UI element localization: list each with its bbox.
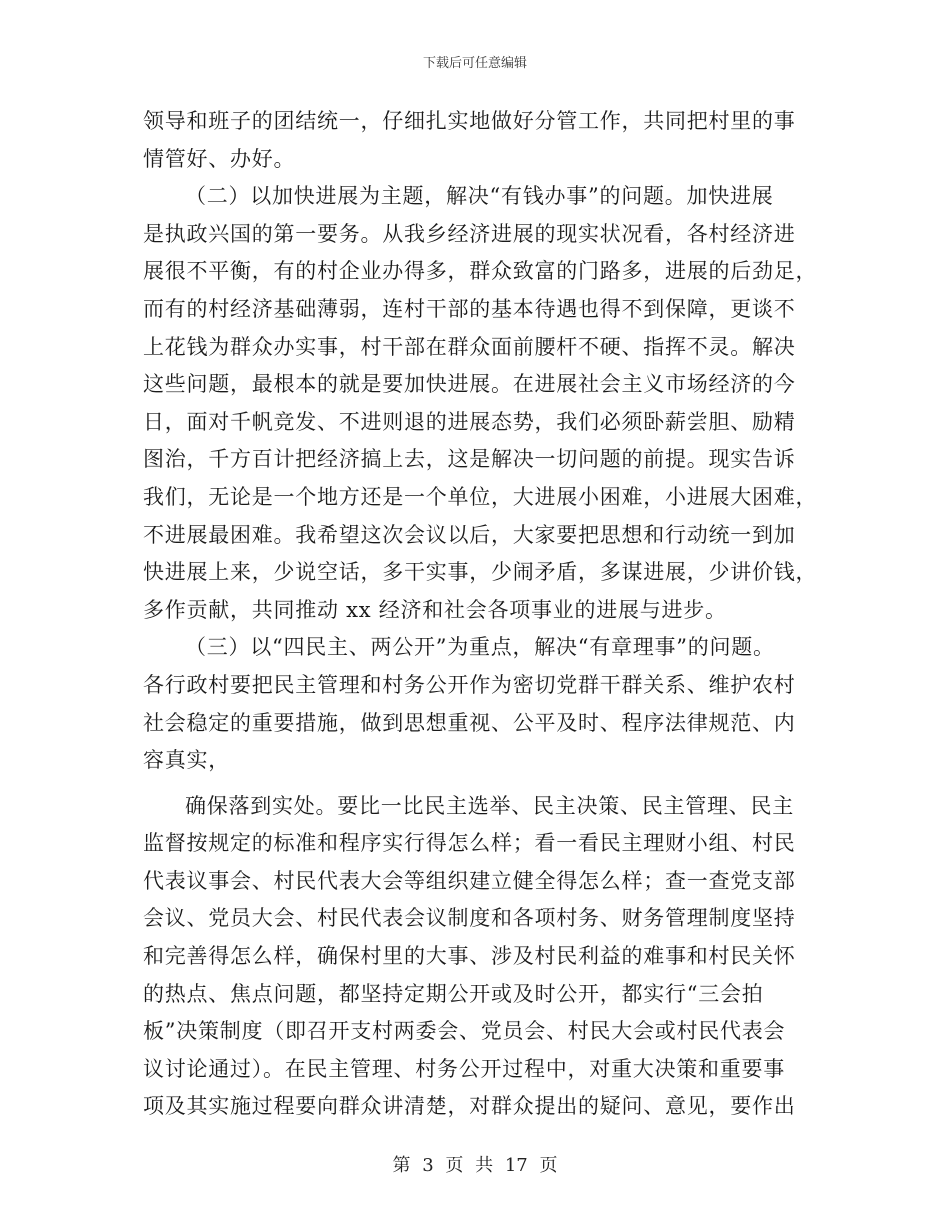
text-line: 情管好、办好。 [143,146,296,171]
text-line: 确保落到实处。要比一比民主选举、民主决策、民主管理、民主 [185,793,794,818]
text-line: 议讨论通过）。在民主管理、村务公开过程中，对重大决策和重要事 [143,1056,785,1081]
text-line: 我们，无论是一个地方还是一个单位，大进展小困难，小进展大困难， [143,484,818,509]
document-body [143,103,818,1126]
text-line: 容真实， [143,748,230,773]
text-line: 监督按规定的标准和程序实行得怎么样；看一看民主理财小组、村民 [143,831,796,856]
text-line: 领导和班子的团结统一，仔细扎实地做好分管工作，共同把村里的事 [143,109,796,133]
text-line: 的热点、焦点问题，都坚持定期公开或及时公开，都实行“三会拍 [143,981,764,1006]
text-line: 展很不平衡，有的村企业办得多，群众致富的门路多，进展的后劲足， [143,259,818,284]
text-line: 这些问题，最根本的就是要加快进展。在进展社会主义市场经济的今 [143,372,796,397]
text-line: （二）以加快进展为主题，解决“有钱办事”的问题。加快进展 [185,184,774,209]
page-footer: 第 3 页 共 17 页 [392,1155,558,1176]
text-line: 上花钱为群众办实事，村干部在群众面前腰杆不硬、指挥不灵。解决 [143,334,796,359]
text-line: 板”决策制度（即召开支村两委会、党员会、村民大会或村民代表会 [143,1019,786,1044]
text-line: 和完善得怎么样，确保村里的大事、涉及村民利益的难事和村民关怀 [143,944,796,969]
text-line: 快进展上来，少说空话，多干实事，少闹矛盾，多谋进展，少讲价钱， [143,560,818,585]
text-line: 会议、党员大会、村民代表会议制度和各项村务、财务管理制度坚持 [143,906,796,931]
text-line: 项及其实施过程要向群众讲清楚，对群众提出的疑问、意见，要作出 [143,1094,796,1119]
text-line: 不进展最困难。我希望这次会议以后，大家要把思想和行动统一到加 [143,522,796,547]
page-header: 下载后可任意编辑 [422,56,527,71]
text-line: 多作贡献，共同推动 xx 经济和社会各项事业的进展与进步。 [143,597,727,622]
text-line: 各行政村要把民主管理和村务公开作为密切党群干群关系、维护农村 [143,672,796,697]
text-line: 代表议事会、村民代表大会等组织建立健全得怎么样；查一查党支部 [143,868,796,893]
text-line: 日，面对千帆竞发、不进则退的进展态势，我们必须卧薪尝胆、励精 [143,409,796,434]
text-line: 而有的村经济基础薄弱，连村干部的基本待遇也得不到保障，更谈不 [143,296,796,321]
text-line: 社会稳定的重要措施，做到思想重视、公平及时、程序法律规范、内 [143,710,796,735]
text-line: （三）以“四民主、两公开”为重点，解决“有章理事”的问题。 [185,635,775,660]
text-line: 图治，千方百计把经济搞上去，这是解决一切问题的前提。现实告诉 [143,447,796,472]
text-line: 是执政兴国的第一要务。从我乡经济进展的现实状况看，各村经济进 [143,221,796,246]
